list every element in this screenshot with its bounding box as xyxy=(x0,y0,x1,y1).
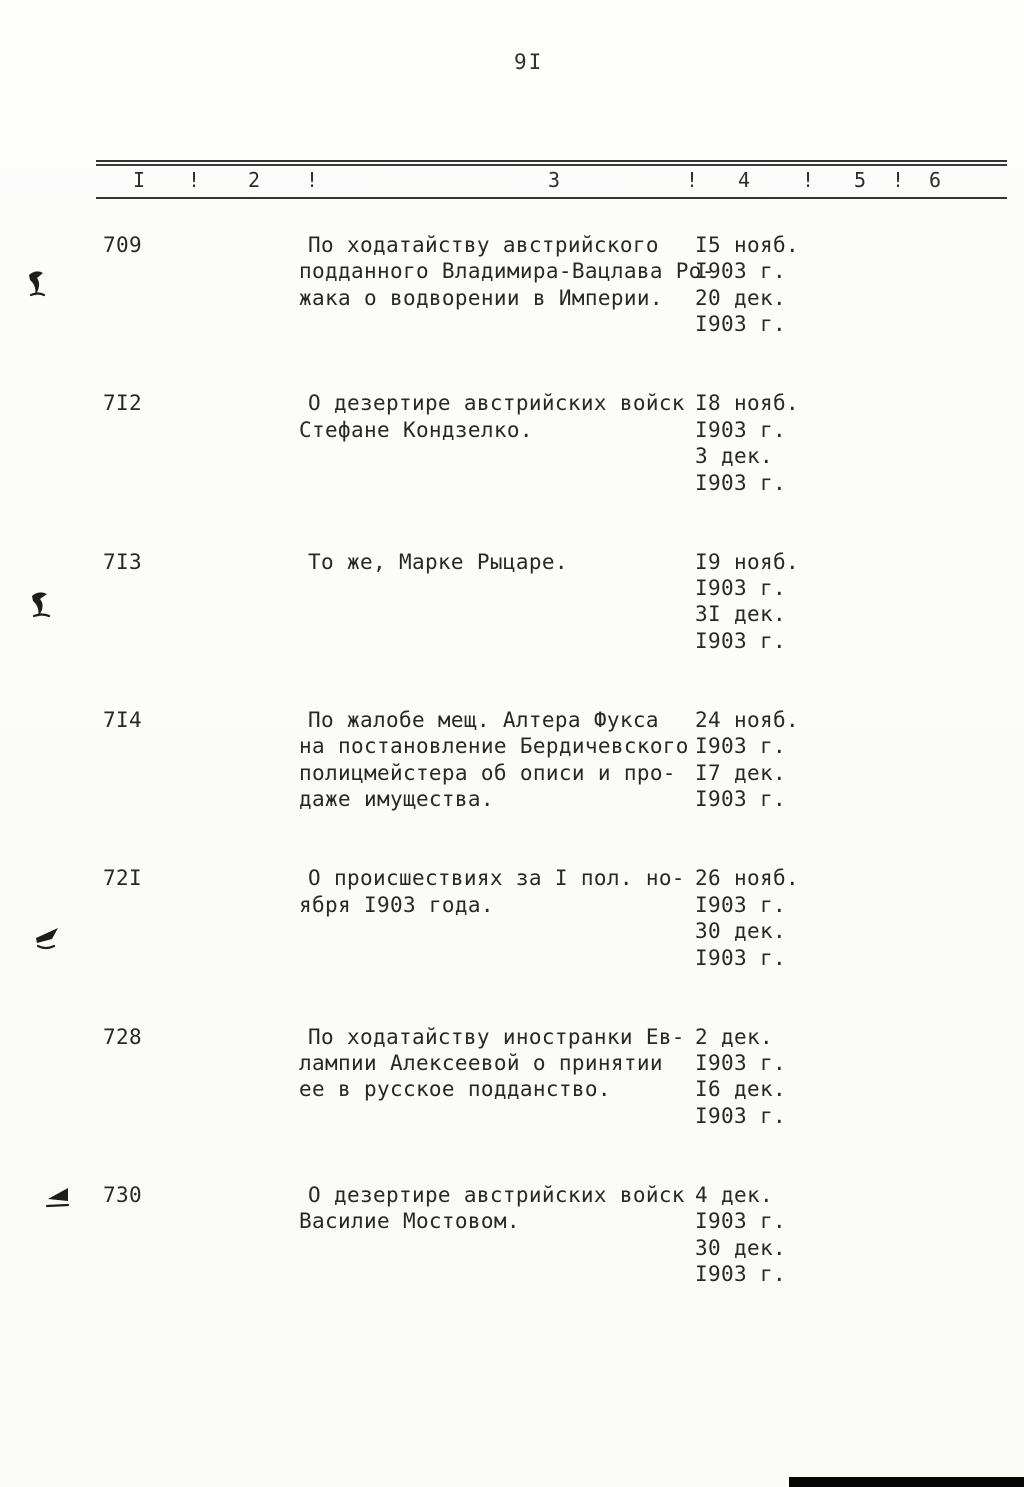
description-line: То же, Марке Рыцаре. xyxy=(308,549,568,574)
pen-check-mark-icon xyxy=(26,268,52,300)
description-line: Стефане Кондзелко. xyxy=(299,417,533,442)
case-dates xyxy=(695,232,835,338)
date-line: 2 дек. xyxy=(695,1024,773,1049)
description-line: даже имущества. xyxy=(299,787,494,812)
date-line: I903 г. xyxy=(695,628,786,653)
case-description xyxy=(299,232,729,311)
column-header-4: 4 xyxy=(738,168,751,192)
case-description xyxy=(299,1024,729,1103)
date-line: I8 нояб. xyxy=(695,391,799,416)
column-divider: ! xyxy=(306,168,319,192)
case-description xyxy=(299,707,729,813)
date-line: 20 дек. xyxy=(695,285,786,310)
date-line: I903 г. xyxy=(695,1103,786,1128)
description-line: Василие Мостовом. xyxy=(299,1209,520,1234)
date-line: 4 дек. xyxy=(695,1182,773,1207)
description-line: подданного Владимира-Вацлава Ро- xyxy=(299,259,715,284)
table-top-rule xyxy=(96,160,1007,166)
column-divider: ! xyxy=(188,168,201,192)
date-line: I6 дек. xyxy=(695,1077,786,1102)
date-line: I903 г. xyxy=(695,892,786,917)
description-line: По жалобе мещ. Алтера Фукса xyxy=(308,707,659,732)
date-line: 30 дек. xyxy=(695,1235,786,1260)
case-number: 7I4 xyxy=(103,707,142,732)
description-line: По ходатайству иностранки Ев- xyxy=(308,1024,685,1049)
date-line: 3I дек. xyxy=(695,602,786,627)
description-line: ября I903 года. xyxy=(299,892,494,917)
date-line: I903 г. xyxy=(695,945,786,970)
pen-triangle-mark-icon xyxy=(44,1186,72,1212)
date-line: 30 дек. xyxy=(695,919,786,944)
column-header-5: 5 xyxy=(854,168,867,192)
date-line: I903 г. xyxy=(695,576,786,601)
date-line: I903 г. xyxy=(695,259,786,284)
case-number: 728 xyxy=(103,1024,142,1049)
description-line: О дезертире австрийских войск xyxy=(308,1182,685,1207)
case-dates xyxy=(695,1024,835,1130)
case-number: 72I xyxy=(103,866,142,891)
date-line: I903 г. xyxy=(695,1209,786,1234)
case-number: 7I2 xyxy=(103,391,142,416)
table-header-underline xyxy=(96,197,1007,199)
date-line: I903 г. xyxy=(695,470,786,495)
description-line: По ходатайству австрийского xyxy=(308,233,659,257)
pen-flag-mark-icon xyxy=(34,926,62,952)
case-dates xyxy=(695,865,835,971)
date-line: I903 г. xyxy=(695,1262,786,1287)
case-dates xyxy=(695,1182,835,1288)
date-line: I903 г. xyxy=(695,417,786,442)
case-description xyxy=(299,390,729,443)
case-number: 7I3 xyxy=(103,549,142,574)
case-description xyxy=(299,549,729,575)
date-line: I903 г. xyxy=(695,734,786,759)
column-divider: ! xyxy=(802,168,815,192)
description-line: О дезертире австрийских войск xyxy=(308,391,685,416)
date-line: 24 нояб. xyxy=(695,707,799,732)
column-header-6: 6 xyxy=(929,168,942,192)
description-line: лампии Алексеевой о принятии xyxy=(299,1051,663,1076)
page-number: 9I xyxy=(514,50,544,74)
description-line: О происшествиях за I пол. но- xyxy=(308,866,685,891)
date-line: I903 г. xyxy=(695,312,786,337)
pen-check-mark-icon xyxy=(28,588,56,620)
description-line: жака о водворении в Империи. xyxy=(299,285,663,310)
date-line: I903 г. xyxy=(695,787,786,812)
date-line: 26 нояб. xyxy=(695,866,799,891)
case-dates xyxy=(695,390,835,496)
description-line: полицмейстера об описи и про- xyxy=(299,760,676,785)
case-number: 709 xyxy=(103,233,142,257)
case-number: 730 xyxy=(103,1182,142,1207)
column-header-2: 2 xyxy=(248,168,261,192)
date-line: 3 дек. xyxy=(695,444,773,469)
description-line: на постановление Бердичевского xyxy=(299,734,689,759)
date-line: I7 дек. xyxy=(695,760,786,785)
column-divider: ! xyxy=(686,168,699,192)
scan-artifact-bar xyxy=(789,1477,1024,1487)
column-header-1: I xyxy=(133,168,146,192)
table-header-row xyxy=(0,168,1024,196)
description-line: ее в русское подданство. xyxy=(299,1077,611,1102)
case-description xyxy=(299,865,729,918)
date-line: I903 г. xyxy=(695,1051,786,1076)
date-line: I5 нояб. xyxy=(695,233,799,257)
date-line: I9 нояб. xyxy=(695,549,799,574)
case-dates xyxy=(695,707,835,813)
column-header-3: 3 xyxy=(548,168,561,192)
case-description xyxy=(299,1182,729,1235)
column-divider: ! xyxy=(892,168,905,192)
case-dates xyxy=(695,549,835,655)
